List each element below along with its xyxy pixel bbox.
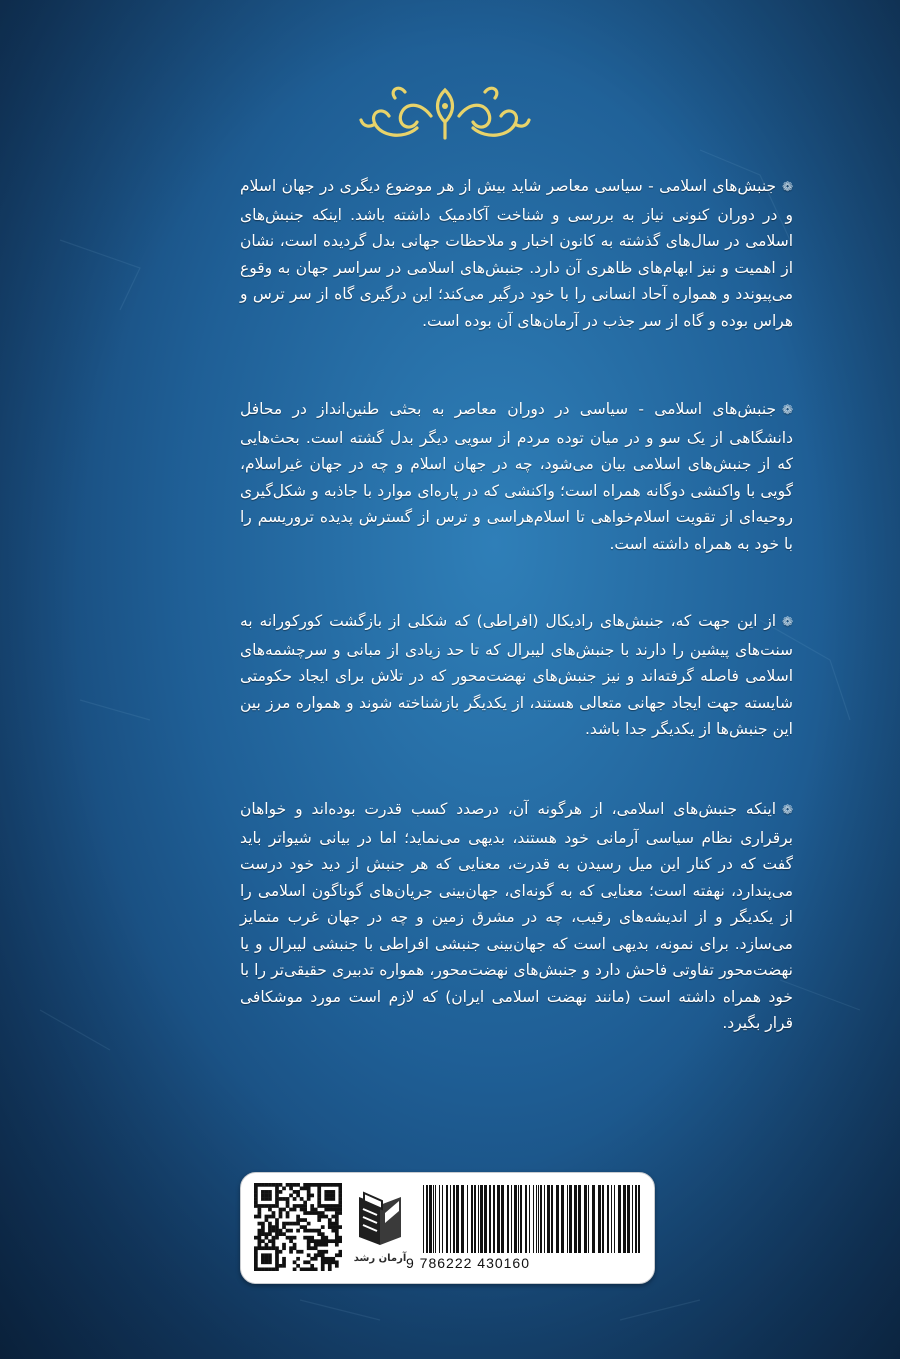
paragraph-3-text: از این جهت که، جنبش‌های رادیکال (افراطی) که شکلی از بازگشت کورکورانه به سنت‌های پیشین را دارند با جنبش‌های لیبرال که تا حد زیادی از مبانی و سرچشمه‌های اسلامی فاصله گرفته‌اند و نیز جنبش‌های نهضت‌محور که در تلاش برای ایجاد حکومتی شایسته جهت ایجاد جهانی متعالی هستند، از یکدیگر بازشناخته شوند و همواره مرز بین این جنبش‌ها از یکدیگر جدا باشد. [240, 612, 793, 738]
paragraph-2-text: جنبش‌های اسلامی - سیاسی در دوران معاصر به بحثی طنین‌انداز در محافل دانشگاهی از یک سو و در میان توده مردم از سویی دیگر بدل گشته است. بحث‌هایی که از جنبش‌های اسلامی بیان می‌شود، چه در جهان اسلام و چه در جهان غیراسلام، گویی با واکنشی دوگانه همراه است؛ واکنشی که در پاره‌ای موارد با جاذبه و شکل‌گیری روحیه‌ای از تقویت اسلام‌خواهی تا اسلام‌هراسی و ترس از گسترش پدیده تروریسم را با خود به همراه داشته است. [240, 400, 793, 553]
paragraph-3 [240, 608, 793, 743]
barcode-icon [421, 1185, 643, 1253]
bullet-icon: ❁ [782, 803, 793, 818]
publisher-logo-icon [355, 1187, 405, 1249]
paragraph-2 [240, 396, 793, 557]
bullet-icon: ❁ [782, 180, 793, 195]
paragraph-4-text: اینکه جنبش‌های اسلامی، از هرگونه آن، درصدد کسب قدرت بوده‌اند و خواهان برقراری نظام سیاسی آرمانی خود هستند، بدیهی می‌نماید؛ اما در بیانی شیواتر باید گفت که در کنار این میل رسیدن به قدرت، معنایی که هر جنبش از دید خود درست می‌پندارد، نهفته است؛ معنایی که به گونه‌ای، جهان‌بینی جریان‌های گوناگون اسلامی را از یکدیگر و از اندیشه‌های رقیب، چه در مشرق زمین و چه در جهان غرب متمایز می‌سازد. برای نمونه، بدیهی است که جهان‌بینی جنبشی افراطی با جنبشی لیبرال و یا نهضت‌محور تفاوتی فاحش دارد و جنبش‌های نهضت‌محور، همواره تدبیری حقیقی‌تر را با خود همراه داشته است (مانند نهضت اسلامی ایران) که لازم است مورد موشکافی قرار بگیرد. [240, 800, 793, 1032]
paragraph-1 [240, 173, 793, 334]
bullet-icon: ❁ [782, 403, 793, 418]
barcode-label [240, 1172, 655, 1284]
publisher-name: آرمان رشد [353, 1253, 407, 1264]
paragraph-1-text: جنبش‌های اسلامی - سیاسی معاصر شاید بیش از هر موضوع دیگری در جهان اسلام و در دوران کنونی نیاز به بررسی و شناخت آکادمیک داشته باشد. اینکه جنبش‌های اسلامی در سال‌های گذشته به کانون اخبار و ملاحظات جهانی بدل گردیده است، نشان از اهمیت و نیز ابهام‌های ظاهری آن دارد. جنبش‌های اسلامی در سراسر جهان به وقوع می‌پیوندد و همواره آحاد انسانی را با خود درگیر می‌کند؛ این درگیری گاه از سر ترس و هراس بوده و گاه از سر جذب در آرمان‌های آن بوده است. [240, 177, 793, 330]
publisher-logo [349, 1183, 411, 1273]
isbn-number: 9 786222 430160 [406, 1255, 530, 1271]
bullet-icon: ❁ [782, 615, 793, 630]
floral-ornament-icon [355, 82, 535, 144]
paragraph-4 [240, 796, 793, 1037]
qr-code-icon [254, 1183, 342, 1271]
